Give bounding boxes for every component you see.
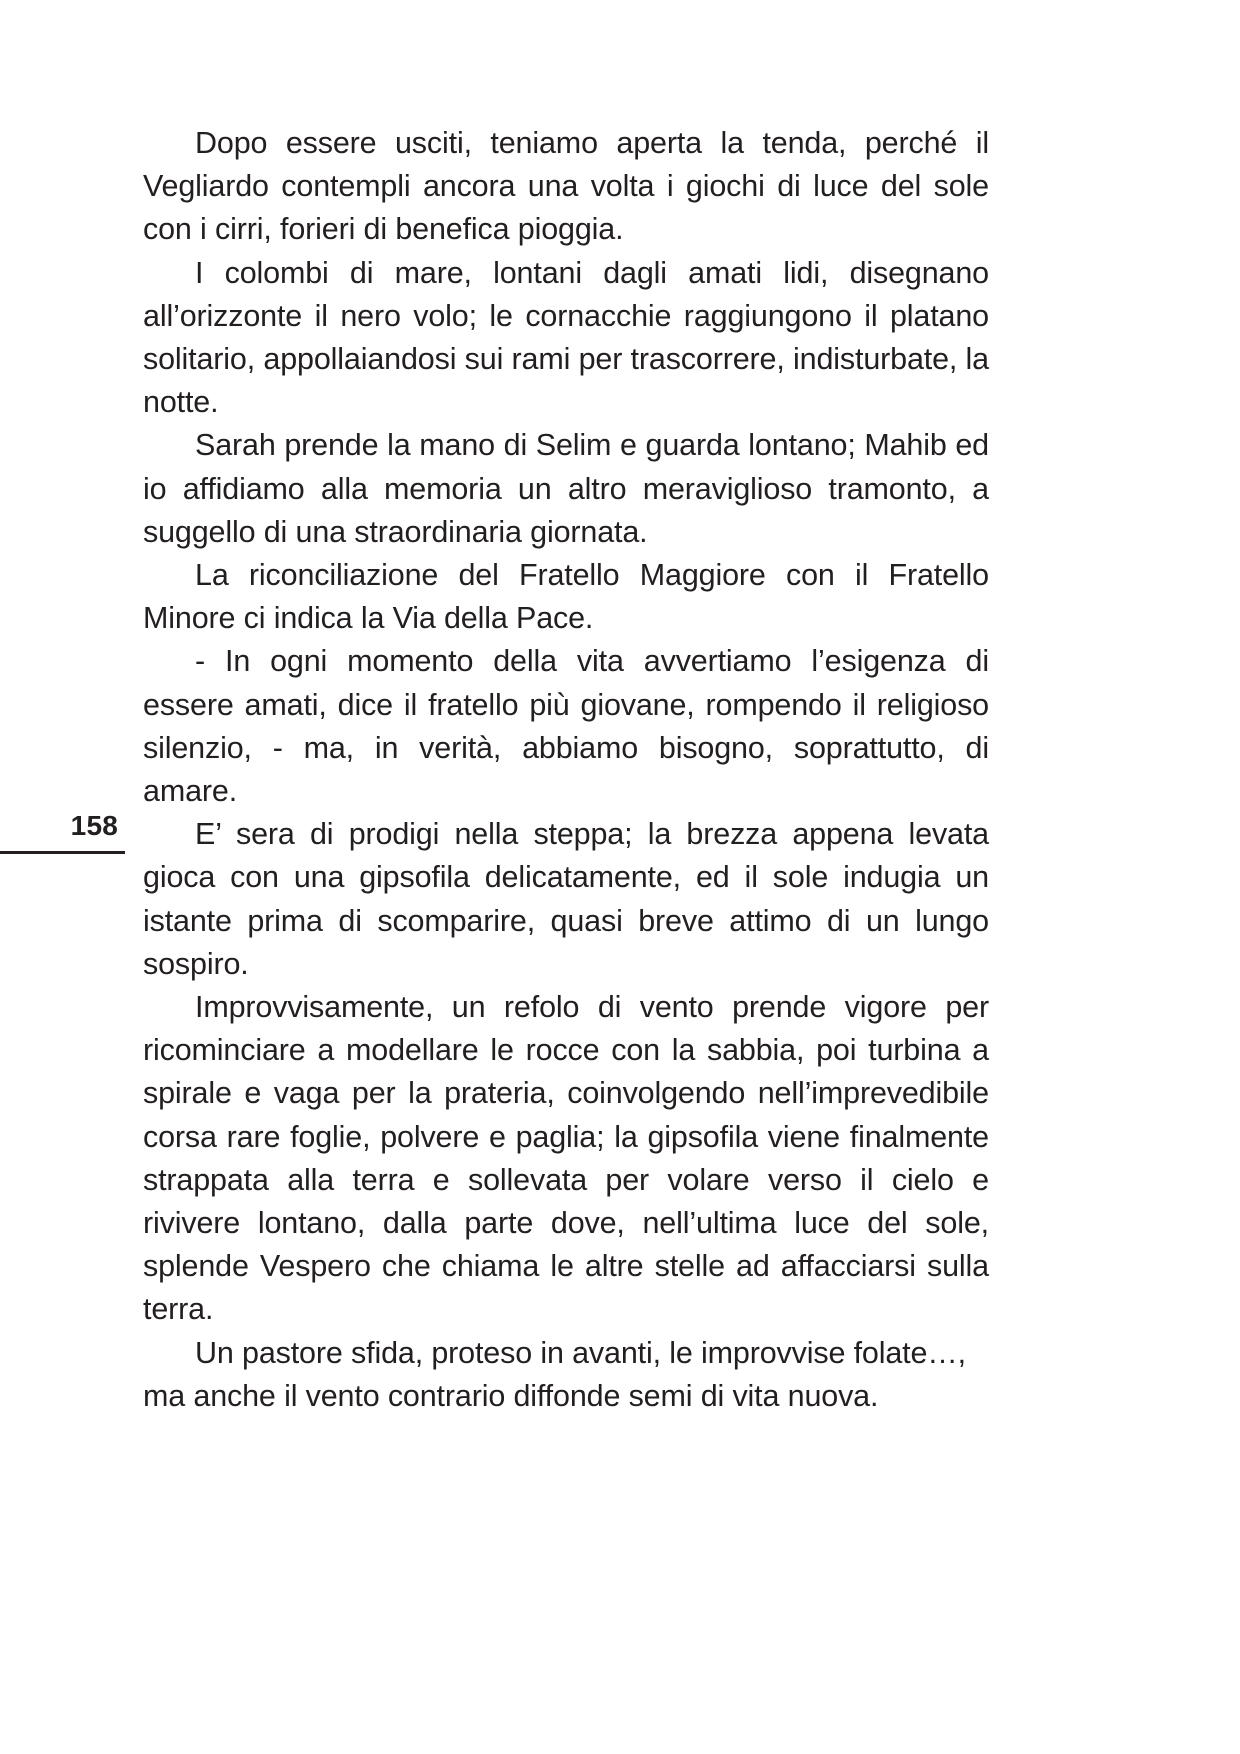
paragraph: - In ogni momento della vita avvertiamo l’esigenza di essere amati, dice il fratello più giovane, rompendo il religioso silenzio, - ma, in verità, abbiamo bisogno, soprattutto, di amare. — [143, 644, 989, 809]
paragraph: E’ sera di prodigi nella steppa; la brezza appena levata gioca con una gipsofila delicatamente, ed il sole indugia un istante prima di scomparire, quasi breve attimo di un lungo sospiro. — [143, 817, 989, 981]
paragraph: Improvvisamente, un refolo di vento prende vigore per ricominciare a modellare le rocce con la sabbia, poi turbina a spirale e vaga per la prateria, coinvolgendo nell’imprevedibile corsa rare foglie, polvere e paglia; la gipsofila viene finalmente strappata alla terra e sollevata per volare verso il cielo e rivivere lontano, dalla parte dove, nell’ultima luce del sole, splende Vespero che chiama le altre stelle ad affacciarsi sulla terra. — [143, 990, 989, 1327]
paragraph: La riconciliazione del Fratello Maggiore con il Fratello Minore ci indica la Via della Pace. — [143, 558, 989, 636]
body-text-column — [143, 122, 989, 1418]
paragraph: Dopo essere usciti, teniamo aperta la tenda, perché il Vegliardo contempli ancora una volta i giochi di luce del sole con i cirri, forieri di benefica pioggia. — [143, 126, 989, 247]
folio-block — [0, 812, 125, 854]
paragraph: I colombi di mare, lontani dagli amati lidi, disegnano all’orizzonte il nero volo; le cornacchie raggiungono il platano solitario, appollaiandosi sui rami per trascorrere, indisturbate, la notte. — [143, 255, 989, 420]
folio-rule — [0, 851, 125, 854]
paragraph: Un pastore sfida, proteso in avanti, le improvvise folate…, ma anche il vento contrario diffonde semi di vita nuova. — [143, 1335, 966, 1413]
page-number: 158 — [70, 810, 118, 841]
paragraph: Sarah prende la mano di Selim e guarda lontano; Mahib ed io affidiamo alla memoria un altro meraviglioso tramonto, a suggello di una straordinaria giornata. — [143, 428, 989, 549]
